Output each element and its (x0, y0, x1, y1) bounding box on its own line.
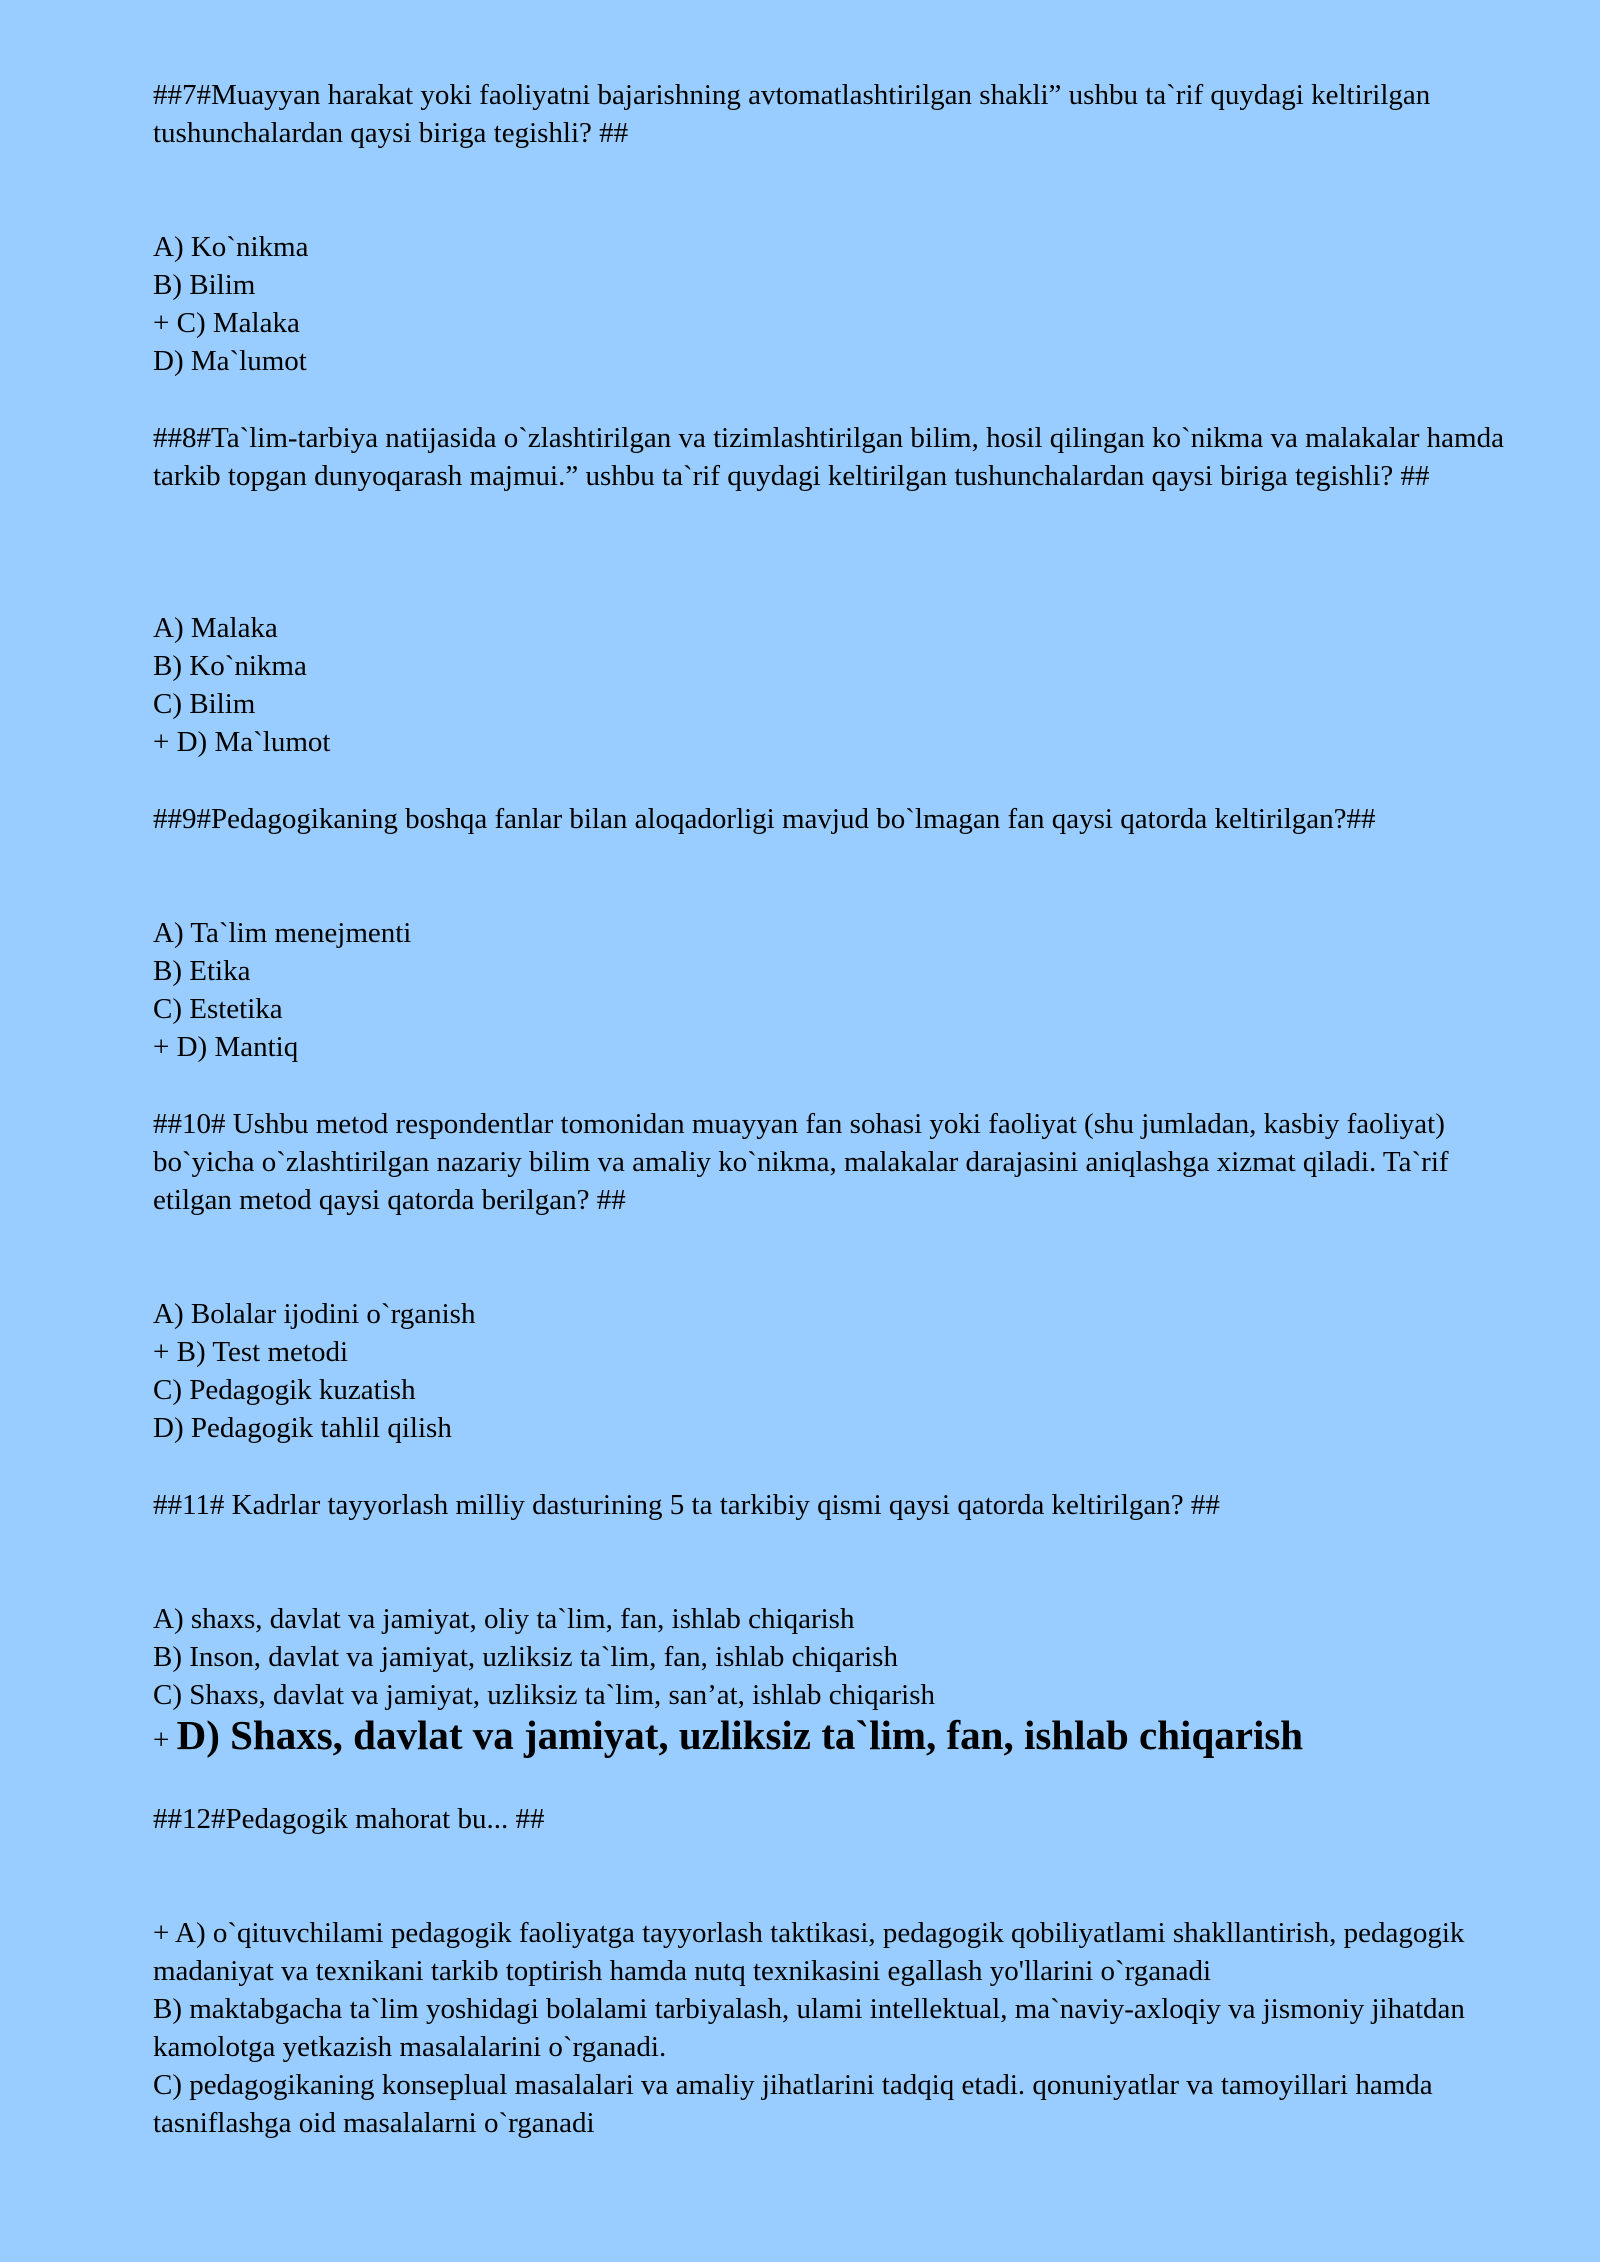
question-stem: ##12#Pedagogik mahorat bu... ## (153, 1803, 545, 1835)
document-page (153, 76, 1533, 2142)
option-c: C) pedagogikaning konseplual masalalari va amaliy jihatlarini tadqiq etadi. qonuniyatlar va tamoyillari hamda tasniflashga oid masalalarni o`rganadi (153, 2069, 1433, 2139)
option-a: + A) o`qituvchilami pedagogik faoliyatga tayyorlash taktikasi, pedagogik qobiliyatlami shakllantirish, pedagogik madaniyat va texnikani tarkib toptirish hamda nutq texnikasini egallash yo'llarini o`rganadi (153, 1917, 1465, 1987)
option-d-text: D) Shaxs, davlat va jamiyat, uzliksiz ta`lim, fan, ishlab chiqarish (176, 1712, 1304, 1758)
option-d-correct (153, 1714, 1533, 1761)
option-a: A) Malaka (153, 612, 278, 644)
options-list (153, 1295, 1533, 1447)
option-a: A) Ta`lim menejmenti (153, 917, 412, 949)
question-stem: ##11# Kadrlar tayyorlash milliy dasturining 5 ta tarkibiy qismi qaysi qatorda keltirilgan? ## (153, 1489, 1220, 1521)
option-d: D) Pedagogik tahlil qilish (153, 1412, 452, 1444)
option-b: B) Bilim (153, 269, 256, 301)
options-list (153, 1914, 1533, 2142)
question-12 (153, 1800, 1533, 2142)
option-b: B) maktabgacha ta`lim yoshidagi bolalami tarbiyalash, ulami intellektual, ma`naviy-axloqiy va jismoniy jihatdan kamolotga yetkazish masalalarini o`rganadi. (153, 1993, 1465, 2063)
option-c: C) Estetika (153, 993, 283, 1025)
options-list (153, 228, 1533, 380)
option-b: B) Etika (153, 955, 251, 987)
option-c: C) Bilim (153, 688, 256, 720)
options-list (153, 914, 1533, 1066)
question-7 (153, 76, 1533, 380)
option-d: + D) Ma`lumot (153, 726, 331, 758)
option-a: A) Ko`nikma (153, 231, 309, 263)
question-8 (153, 419, 1533, 761)
option-c: C) Pedagogik kuzatish (153, 1374, 416, 1406)
question-10 (153, 1105, 1533, 1447)
option-c: + C) Malaka (153, 307, 300, 339)
question-11 (153, 1486, 1533, 1761)
option-b: B) Ko`nikma (153, 650, 307, 682)
question-stem: ##10# Ushbu metod respondentlar tomonidan muayyan fan sohasi yoki faoliyat (shu jumladan, kasbiy faoliyat) bo`yicha o`zlashtirilgan nazariy bilim va amaliy ko`nikma, malakalar darajasini aniqlashga xizmat qiladi. Ta`rif etilgan metod qaysi qatorda berilgan? ## (153, 1108, 1449, 1216)
option-d: D) Ma`lumot (153, 345, 307, 377)
option-a: A) shaxs, davlat va jamiyat, oliy ta`lim, fan, ishlab chiqarish (153, 1603, 855, 1635)
option-b: + B) Test metodi (153, 1336, 349, 1368)
option-a: A) Bolalar ijodini o`rganish (153, 1298, 476, 1330)
option-d: + D) Mantiq (153, 1031, 299, 1063)
option-b: B) Inson, davlat va jamiyat, uzliksiz ta`lim, fan, ishlab chiqarish (153, 1641, 898, 1673)
question-stem: ##7#Muayyan harakat yoki faoliyatni bajarishning avtomatlashtirilgan shakli” ushbu ta`rif quydagi keltirilgan tushunchalardan qaysi biriga tegishli? ## (153, 79, 1431, 149)
options-list (153, 1600, 1533, 1761)
option-c: C) Shaxs, davlat va jamiyat, uzliksiz ta`lim, san’at, ishlab chiqarish (153, 1679, 936, 1711)
options-list (153, 609, 1533, 761)
question-9 (153, 800, 1533, 1066)
question-stem: ##9#Pedagogikaning boshqa fanlar bilan aloqadorligi mavjud bo`lmagan fan qaysi qatorda keltirilgan?## (153, 803, 1376, 835)
question-stem: ##8#Ta`lim-tarbiya natijasida o`zlashtirilgan va tizimlashtirilgan bilim, hosil qilingan ko`nikma va malakalar hamda tarkib topgan dunyoqarash majmui.” ushbu ta`rif quydagi keltirilgan tushunchalardan qaysi biriga tegishli? ## (153, 422, 1504, 492)
correct-marker: + (153, 1724, 170, 1756)
